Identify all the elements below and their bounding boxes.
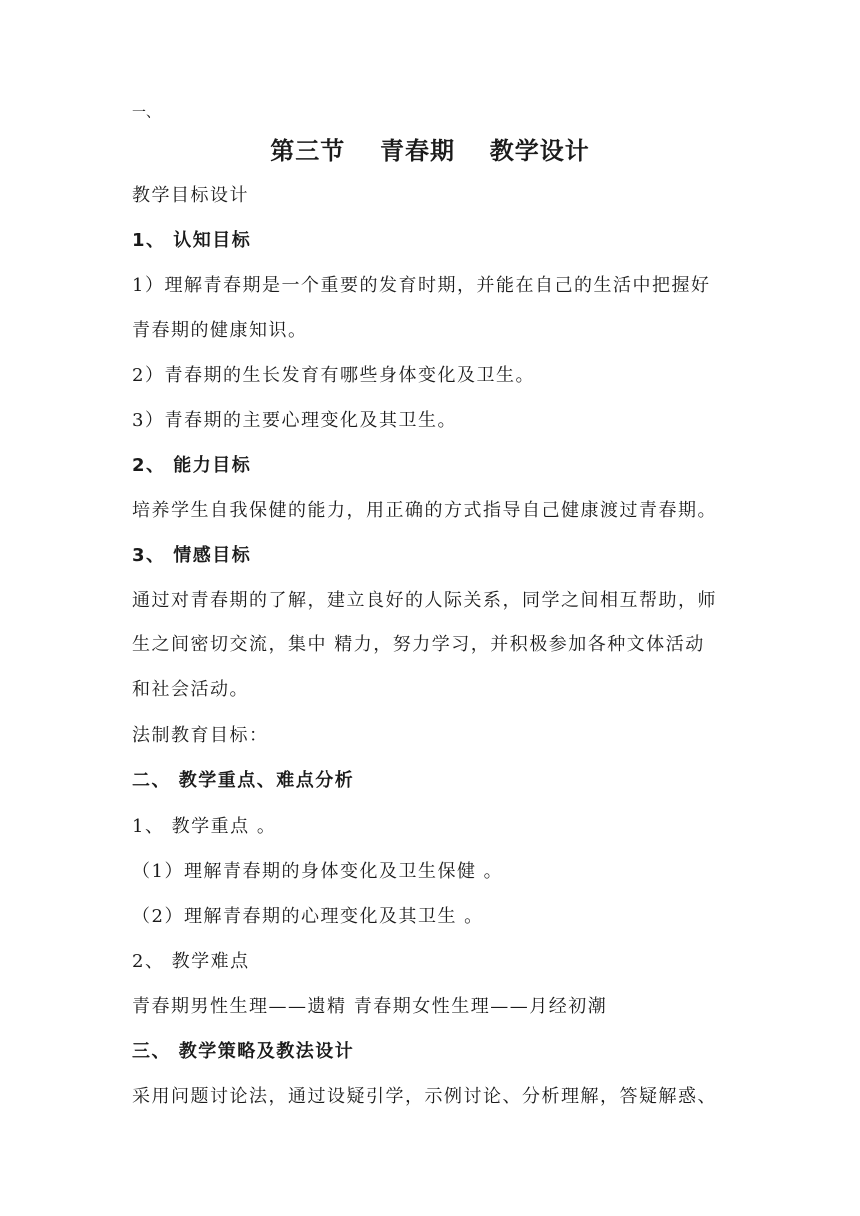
heading-line: 2、 能力目标 [132, 455, 252, 476]
paragraph-line: 1）理解青春期是一个重要的发育时期，并能在自己的生活中把握好 [132, 275, 711, 296]
heading-line: 三、 教学策略及教法设计 [132, 1041, 355, 1062]
paragraph-line: 生之间密切交流，集中 精力，努力学习，并积极参加各种文体活动 [132, 634, 705, 655]
paragraph-line: 1、 教学重点 。 [132, 816, 277, 837]
page-title [0, 136, 860, 166]
heading-line: 3、 情感目标 [132, 545, 252, 566]
paragraph-line: 2）青春期的生长发育有哪些身体变化及卫生。 [132, 365, 535, 386]
paragraph-line: 通过对青春期的了解，建立良好的人际关系，同学之间相互帮助，师 [132, 590, 717, 611]
paragraph-line: 法制教育目标： [132, 725, 269, 746]
paragraph-line: 2、 教学难点 [132, 951, 250, 972]
paragraph-line: （1）理解青春期的身体变化及卫生保健 。 [132, 861, 504, 882]
paragraph-line: 3）青春期的主要心理变化及其卫生。 [132, 410, 457, 431]
paragraph-line: 培养学生自我保健的能力，用正确的方式指导自己健康渡过青春期。 [132, 500, 717, 521]
page-title-text: 第三节 青春期 教学设计 [270, 137, 590, 165]
section-marker: 一、 [132, 105, 160, 121]
heading-line: 二、 教学重点、难点分析 [132, 770, 355, 791]
paragraph-line: 采用问题讨论法，通过设疑引学，示例讨论、分析理解，答疑解惑、 [132, 1086, 717, 1107]
paragraph-line: （2）理解青春期的心理变化及其卫生 。 [132, 906, 484, 927]
paragraph-line: 青春期男性生理——遗精 青春期女性生理——月经初潮 [132, 996, 608, 1017]
paragraph-line: 青春期的健康知识。 [132, 320, 308, 341]
paragraph-line: 和社会活动。 [132, 679, 249, 700]
heading-line: 1、 认知目标 [132, 230, 252, 251]
paragraph-line: 教学目标设计 [132, 185, 249, 206]
